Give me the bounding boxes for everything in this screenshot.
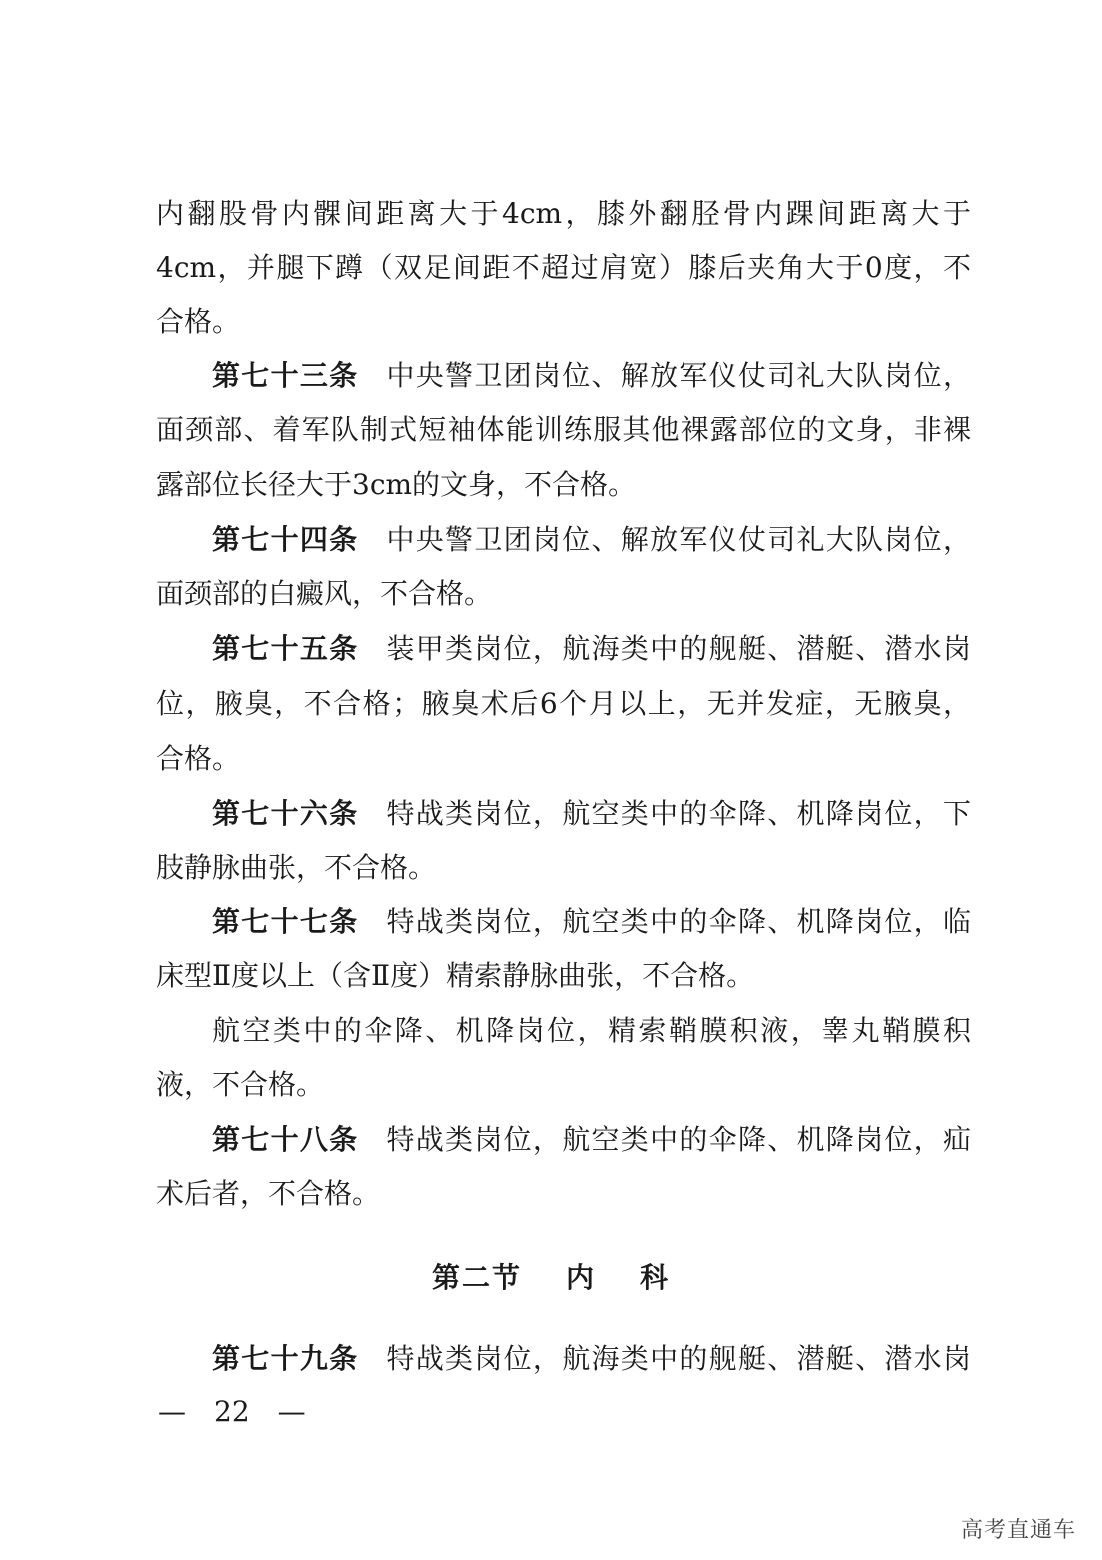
text-line-2: 4cm，并腿下蹲（双足间距不超过肩宽）膝后夹角大于0度，不 bbox=[156, 251, 971, 284]
text-line-6: 露部位长径大于3cm的文身，不合格。 bbox=[156, 468, 637, 501]
article-75-line-1: 第七十五条 装甲类岗位，航海类中的舰艇、潜艇、潜水岗 bbox=[212, 632, 971, 665]
text-line-15: 床型Ⅱ度以上（含Ⅱ度）精索静脉曲张，不合格。 bbox=[156, 959, 755, 992]
text-line-5: 面颈部、着军队制式短袖体能训练服其他裸露部位的文身，非裸 bbox=[156, 413, 971, 446]
article-77-line-1: 第七十七条 特战类岗位，航空类中的伞降、机降岗位，临 bbox=[212, 905, 971, 938]
text-line-13: 肢静脉曲张，不合格。 bbox=[156, 851, 437, 884]
text-line-8: 面颈部的白癜风，不合格。 bbox=[156, 577, 493, 610]
section-heading bbox=[0, 1260, 1102, 1296]
text-line-10: 位，腋臭，不合格；腋臭术后6个月以上，无并发症，无腋臭， bbox=[156, 687, 971, 720]
article-78-number: 第七十八条 bbox=[212, 1123, 359, 1156]
article-79-number: 第七十九条 bbox=[212, 1342, 359, 1375]
text-line-16: 航空类中的伞降、机降岗位，精索鞘膜积液，睾丸鞘膜积 bbox=[212, 1014, 971, 1047]
section-heading-part3: 科 bbox=[640, 1261, 671, 1294]
text-line-11: 合格。 bbox=[156, 742, 241, 775]
text-line-1: 内翻股骨内髁间距离大于4cm，膝外翻胫骨内踝间距离大于 bbox=[156, 197, 971, 230]
section-heading-part2: 内 bbox=[565, 1261, 596, 1294]
article-75-number: 第七十五条 bbox=[212, 632, 359, 665]
article-77-number: 第七十七条 bbox=[212, 905, 359, 938]
article-73-line-1: 第七十三条 中央警卫团岗位、解放军仪仗司礼大队岗位， bbox=[212, 359, 971, 392]
text-line-19: 术后者，不合格。 bbox=[156, 1177, 381, 1210]
page-number: — 22 — bbox=[158, 1395, 306, 1428]
article-74-line-1: 第七十四条 中央警卫团岗位、解放军仪仗司礼大队岗位， bbox=[212, 523, 971, 556]
article-73-number: 第七十三条 bbox=[212, 359, 359, 392]
article-76-number: 第七十六条 bbox=[212, 797, 359, 830]
text-line-3: 合格。 bbox=[156, 305, 241, 338]
article-78-line-1: 第七十八条 特战类岗位，航空类中的伞降、机降岗位，疝 bbox=[212, 1123, 971, 1156]
section-heading-part1: 第二节 bbox=[431, 1261, 522, 1294]
article-74-number: 第七十四条 bbox=[212, 523, 359, 556]
article-79-line-1: 第七十九条 特战类岗位，航海类中的舰艇、潜艇、潜水岗 bbox=[212, 1342, 971, 1375]
text-line-17: 液，不合格。 bbox=[156, 1068, 325, 1101]
watermark: 高考直通车 bbox=[960, 1518, 1076, 1543]
article-76-line-1: 第七十六条 特战类岗位，航空类中的伞降、机降岗位，下 bbox=[212, 797, 971, 830]
